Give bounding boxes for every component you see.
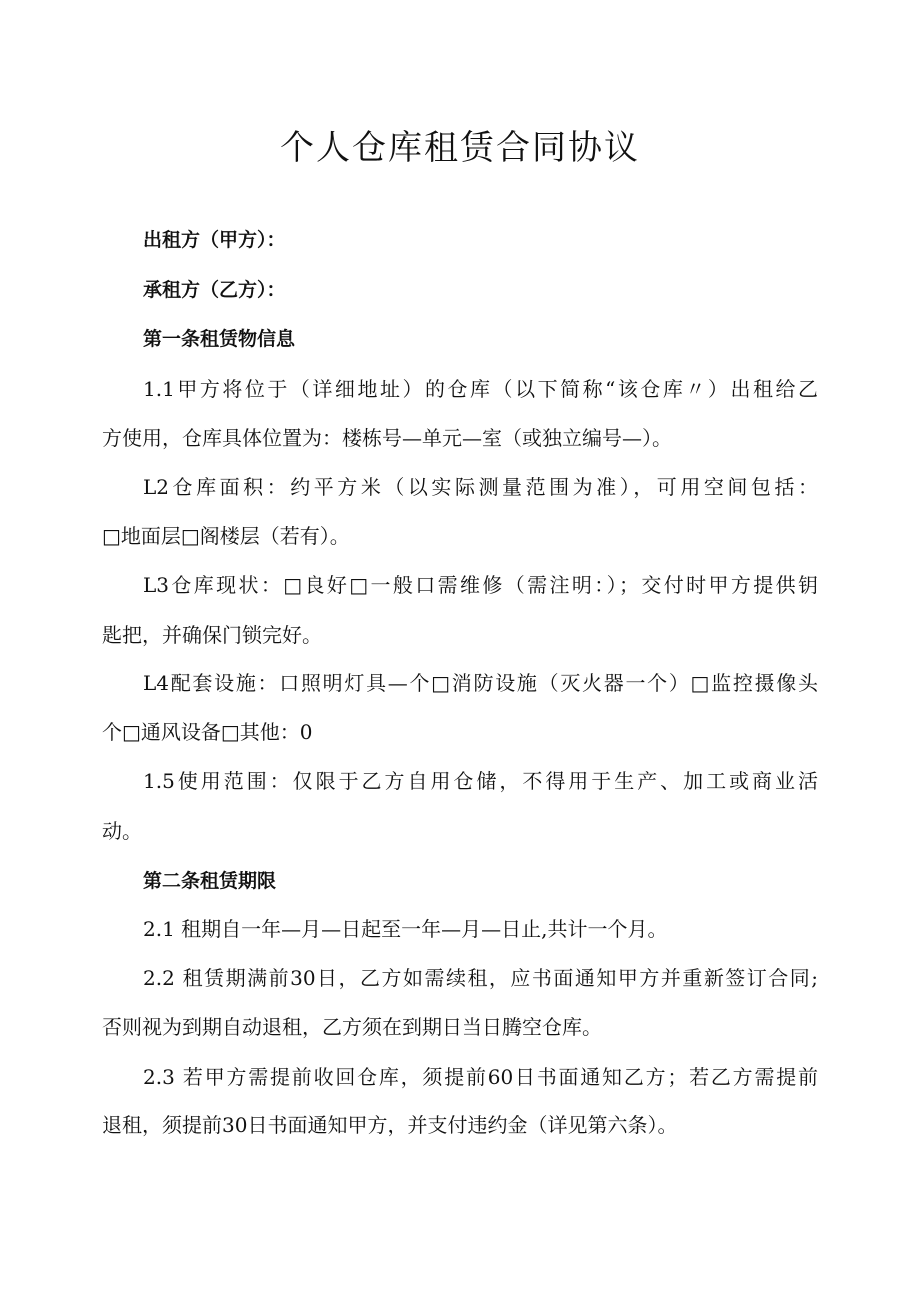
clause-2-2-line-1: 2.2 租赁期满前30日，乙方如需续租，应书面通知甲方并重新签订合同;	[143, 966, 818, 990]
clause-1-2-line-1: L2仓库面积：约平方米（以实际测量范围为准），可用空间包括：	[143, 475, 818, 499]
clause-2-2-line-2: 否则视为到期自动退租，乙方须在到期日当日腾空仓库。	[102, 1015, 602, 1039]
clause-1-1-line-2: 方使用，仓库具体位置为：楼栋号—单元—室（或独立编号—）。	[102, 426, 672, 450]
clause-1-5-line-2: 动。	[102, 819, 142, 843]
clause-2-1: 2.1 租期自一年—月—日起至一年—月—日止,共计一个月。	[143, 917, 668, 941]
lessor-label: 出租方（甲方）：	[143, 229, 286, 251]
clause-1-2-line-2: □地面层□阁楼层（若有）。	[102, 524, 350, 548]
article-1-heading: 第一条租赁物信息	[143, 328, 296, 350]
clause-1-5-line-1: 1.5使用范围：仅限于乙方自用仓储，不得用于生产、加工或商业活	[143, 769, 818, 793]
article-2-heading: 第二条租赁期限	[143, 870, 277, 892]
clause-1-1-line-1: 1.1甲方将位于（详细地址）的仓库（以下简称“该仓库〃）出租给乙	[143, 377, 818, 401]
clause-2-3-line-1: 2.3 若甲方需提前收回仓库，须提前60日书面通知乙方；若乙方需提前	[143, 1065, 818, 1089]
clause-1-3-line-2: 匙把，并确保门锁完好。	[102, 623, 322, 647]
clause-1-4-line-2: 个□通风设备□其他：0	[102, 720, 313, 744]
page-title: 个人仓库租赁合同协议	[280, 128, 640, 168]
clause-1-4-line-1: L4配套设施：口照明灯具—个□消防设施（灭火器一个）□监控摄像头	[143, 671, 818, 695]
clause-1-3-line-1: L3仓库现状：□良好□一般口需维修（需注明：）；交付时甲方提供钥	[143, 573, 818, 597]
lessee-label: 承租方（乙方）：	[143, 279, 286, 301]
clause-2-3-line-2: 退租，须提前30日书面通知甲方，并支付违约金（详见第六条）。	[102, 1113, 678, 1137]
